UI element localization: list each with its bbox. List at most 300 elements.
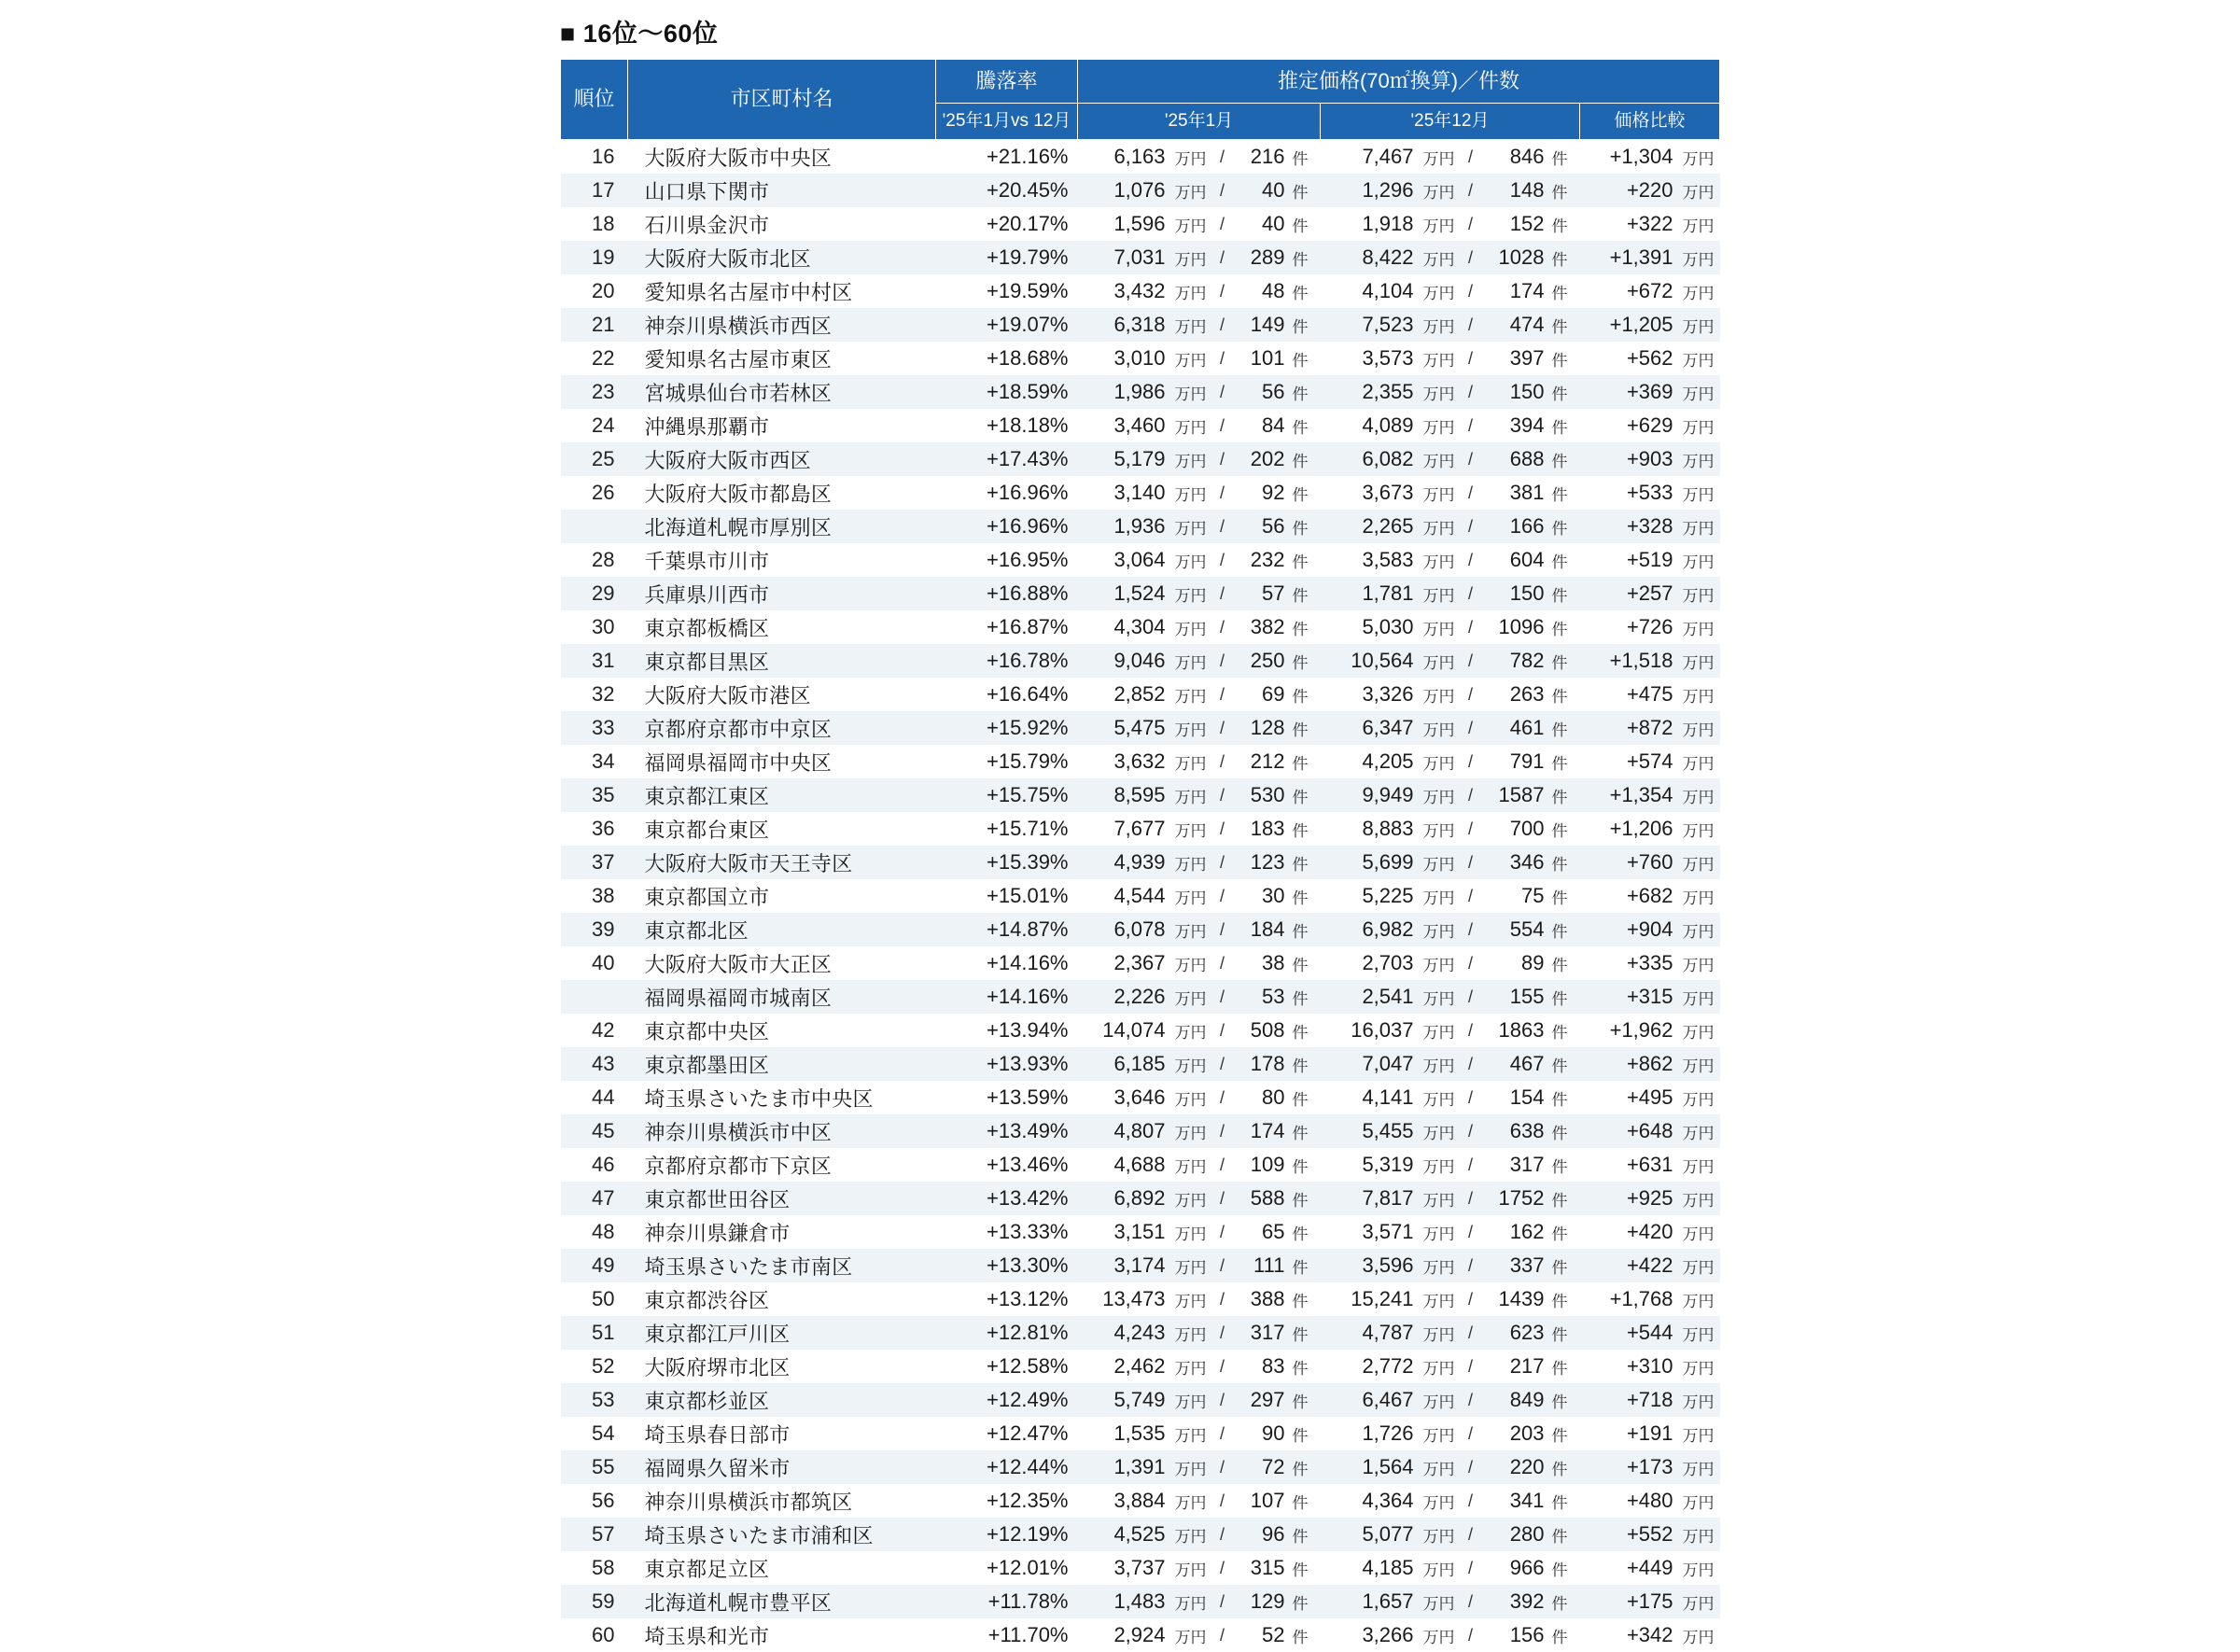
row-count-dec: 217 xyxy=(1481,1350,1548,1383)
row-separator: / xyxy=(1461,1249,1481,1282)
row-price-dec: 3,583 xyxy=(1321,543,1418,577)
row-count-dec: 150 xyxy=(1481,375,1548,409)
row-count-dec-unit: 件 xyxy=(1548,308,1580,342)
row-rank: 38 xyxy=(561,879,628,913)
row-count-dec-unit: 件 xyxy=(1548,1585,1580,1618)
row-rate: +13.12% xyxy=(936,1282,1078,1316)
row-price-jan: 3,140 xyxy=(1078,476,1169,510)
row-count-jan: 38 xyxy=(1233,946,1289,980)
row-count-dec-unit: 件 xyxy=(1548,1114,1580,1148)
row-price-dec: 3,326 xyxy=(1321,678,1418,711)
row-price-dec: 5,319 xyxy=(1321,1148,1418,1182)
row-count-dec: 174 xyxy=(1481,274,1548,308)
row-separator: / xyxy=(1461,409,1481,442)
row-price-jan-unit: 万円 xyxy=(1169,543,1212,577)
row-count-jan-unit: 件 xyxy=(1289,510,1321,543)
row-count-dec-unit: 件 xyxy=(1548,745,1580,778)
row-city: 東京都目黒区 xyxy=(628,644,936,678)
table-row xyxy=(561,409,1720,442)
row-price-jan: 1,483 xyxy=(1078,1585,1169,1618)
row-count-jan-unit: 件 xyxy=(1289,174,1321,207)
row-rank: 21 xyxy=(561,308,628,342)
row-count-jan-unit: 件 xyxy=(1289,140,1321,175)
row-separator: / xyxy=(1461,913,1481,946)
row-count-jan-unit: 件 xyxy=(1289,308,1321,342)
row-count-dec: 166 xyxy=(1481,510,1548,543)
row-price-jan-unit: 万円 xyxy=(1169,1316,1212,1350)
row-count-jan: 52 xyxy=(1233,1618,1289,1652)
row-rate: +14.16% xyxy=(936,946,1078,980)
row-price-jan: 1,936 xyxy=(1078,510,1169,543)
row-count-jan: 317 xyxy=(1233,1316,1289,1350)
row-count-jan-unit: 件 xyxy=(1289,1215,1321,1249)
row-city: 大阪府大阪市中央区 xyxy=(628,140,936,175)
row-count-dec: 397 xyxy=(1481,342,1548,375)
row-rank: 33 xyxy=(561,711,628,745)
row-price-dec: 7,047 xyxy=(1321,1047,1418,1081)
row-price-compare: +925 xyxy=(1580,1182,1677,1215)
table-row xyxy=(561,1249,1720,1282)
row-price-compare-unit: 万円 xyxy=(1677,678,1720,711)
row-price-dec: 1,657 xyxy=(1321,1585,1418,1618)
row-rank: 26 xyxy=(561,476,628,510)
row-rate: +12.47% xyxy=(936,1417,1078,1450)
row-separator: / xyxy=(1212,644,1233,678)
row-price-compare: +369 xyxy=(1580,375,1677,409)
row-count-dec-unit: 件 xyxy=(1548,1618,1580,1652)
row-price-compare-unit: 万円 xyxy=(1677,812,1720,846)
row-price-dec: 5,030 xyxy=(1321,610,1418,644)
row-count-dec-unit: 件 xyxy=(1548,1484,1580,1518)
header-rank: 順位 xyxy=(561,60,628,140)
row-separator: / xyxy=(1212,846,1233,879)
row-rate: +13.94% xyxy=(936,1014,1078,1047)
row-count-dec: 155 xyxy=(1481,980,1548,1014)
row-count-dec-unit: 件 xyxy=(1548,1047,1580,1081)
row-separator: / xyxy=(1461,812,1481,846)
row-separator: / xyxy=(1212,510,1233,543)
row-count-jan: 109 xyxy=(1233,1148,1289,1182)
row-separator: / xyxy=(1212,946,1233,980)
row-price-jan: 7,677 xyxy=(1078,812,1169,846)
row-separator: / xyxy=(1212,913,1233,946)
row-price-compare: +220 xyxy=(1580,174,1677,207)
row-price-compare: +726 xyxy=(1580,610,1677,644)
row-count-dec: 1587 xyxy=(1481,778,1548,812)
row-city: 大阪府大阪市北区 xyxy=(628,241,936,274)
row-price-compare-unit: 万円 xyxy=(1677,711,1720,745)
row-price-jan-unit: 万円 xyxy=(1169,476,1212,510)
row-price-jan: 2,226 xyxy=(1078,980,1169,1014)
row-count-jan-unit: 件 xyxy=(1289,1081,1321,1114)
row-price-dec-unit: 万円 xyxy=(1418,1014,1461,1047)
row-price-dec-unit: 万円 xyxy=(1418,174,1461,207)
row-price-dec: 7,817 xyxy=(1321,1182,1418,1215)
row-separator: / xyxy=(1461,308,1481,342)
row-separator: / xyxy=(1461,1383,1481,1417)
row-rate: +16.95% xyxy=(936,543,1078,577)
row-price-dec: 6,347 xyxy=(1321,711,1418,745)
row-price-dec-unit: 万円 xyxy=(1418,1081,1461,1114)
row-separator: / xyxy=(1461,1484,1481,1518)
row-price-compare: +420 xyxy=(1580,1215,1677,1249)
table-row xyxy=(561,207,1720,241)
row-price-jan: 3,632 xyxy=(1078,745,1169,778)
row-price-jan: 3,432 xyxy=(1078,274,1169,308)
ranking-table xyxy=(560,59,1720,1652)
table-row xyxy=(561,1551,1720,1585)
row-price-dec: 10,564 xyxy=(1321,644,1418,678)
row-price-dec-unit: 万円 xyxy=(1418,1282,1461,1316)
row-price-jan: 1,391 xyxy=(1078,1450,1169,1484)
row-city: 埼玉県さいたま市中央区 xyxy=(628,1081,936,1114)
row-count-dec-unit: 件 xyxy=(1548,1417,1580,1450)
row-count-jan: 56 xyxy=(1233,375,1289,409)
row-price-compare: +872 xyxy=(1580,711,1677,745)
row-separator: / xyxy=(1461,644,1481,678)
row-count-jan: 96 xyxy=(1233,1518,1289,1551)
row-count-dec-unit: 件 xyxy=(1548,1081,1580,1114)
row-price-compare: +1,768 xyxy=(1580,1282,1677,1316)
row-separator: / xyxy=(1212,711,1233,745)
row-price-jan-unit: 万円 xyxy=(1169,1148,1212,1182)
row-price-dec-unit: 万円 xyxy=(1418,846,1461,879)
row-city: 京都府京都市下京区 xyxy=(628,1148,936,1182)
row-city: 神奈川県横浜市中区 xyxy=(628,1114,936,1148)
row-price-dec-unit: 万円 xyxy=(1418,1148,1461,1182)
row-price-jan-unit: 万円 xyxy=(1169,1282,1212,1316)
row-price-compare-unit: 万円 xyxy=(1677,1249,1720,1282)
row-count-dec-unit: 件 xyxy=(1548,140,1580,175)
table-row xyxy=(561,476,1720,510)
table-row xyxy=(561,274,1720,308)
header-price-group: 推定価格(70㎡換算)／件数 xyxy=(1078,60,1720,104)
row-price-jan-unit: 万円 xyxy=(1169,577,1212,610)
row-rate: +14.16% xyxy=(936,980,1078,1014)
row-count-dec-unit: 件 xyxy=(1548,1316,1580,1350)
row-rank: 22 xyxy=(561,342,628,375)
row-price-dec: 2,355 xyxy=(1321,375,1418,409)
row-separator: / xyxy=(1461,476,1481,510)
row-separator: / xyxy=(1212,980,1233,1014)
row-price-dec-unit: 万円 xyxy=(1418,241,1461,274)
row-price-jan-unit: 万円 xyxy=(1169,308,1212,342)
row-separator: / xyxy=(1461,543,1481,577)
row-count-dec: 150 xyxy=(1481,577,1548,610)
row-count-dec: 1439 xyxy=(1481,1282,1548,1316)
row-count-jan: 178 xyxy=(1233,1047,1289,1081)
row-price-compare: +1,518 xyxy=(1580,644,1677,678)
row-price-dec-unit: 万円 xyxy=(1418,140,1461,175)
row-separator: / xyxy=(1212,1148,1233,1182)
row-rank: 37 xyxy=(561,846,628,879)
row-city: 東京都北区 xyxy=(628,913,936,946)
row-count-jan-unit: 件 xyxy=(1289,375,1321,409)
row-count-jan-unit: 件 xyxy=(1289,1182,1321,1215)
row-rank: 34 xyxy=(561,745,628,778)
row-price-dec: 6,467 xyxy=(1321,1383,1418,1417)
row-rate: +12.81% xyxy=(936,1316,1078,1350)
row-price-compare-unit: 万円 xyxy=(1677,1081,1720,1114)
row-rate: +12.35% xyxy=(936,1484,1078,1518)
row-city: 埼玉県和光市 xyxy=(628,1618,936,1652)
row-count-dec: 317 xyxy=(1481,1148,1548,1182)
row-price-compare: +760 xyxy=(1580,846,1677,879)
row-count-dec-unit: 件 xyxy=(1548,1215,1580,1249)
row-price-dec: 1,918 xyxy=(1321,207,1418,241)
row-rate: +19.07% xyxy=(936,308,1078,342)
row-count-jan: 128 xyxy=(1233,711,1289,745)
row-price-compare-unit: 万円 xyxy=(1677,879,1720,913)
row-price-compare-unit: 万円 xyxy=(1677,510,1720,543)
row-price-jan-unit: 万円 xyxy=(1169,375,1212,409)
row-price-jan-unit: 万円 xyxy=(1169,1182,1212,1215)
row-price-dec-unit: 万円 xyxy=(1418,610,1461,644)
row-separator: / xyxy=(1212,442,1233,476)
row-count-dec: 341 xyxy=(1481,1484,1548,1518)
table-row xyxy=(561,1518,1720,1551)
row-price-compare-unit: 万円 xyxy=(1677,846,1720,879)
row-city: 東京都台東区 xyxy=(628,812,936,846)
row-rate: +15.79% xyxy=(936,745,1078,778)
row-separator: / xyxy=(1212,1350,1233,1383)
row-price-jan: 4,544 xyxy=(1078,879,1169,913)
row-price-dec-unit: 万円 xyxy=(1418,980,1461,1014)
row-count-dec: 638 xyxy=(1481,1114,1548,1148)
row-rate: +15.92% xyxy=(936,711,1078,745)
row-rank: 24 xyxy=(561,409,628,442)
header-rate: 騰落率 xyxy=(936,60,1078,104)
row-rank: 51 xyxy=(561,1316,628,1350)
row-count-dec: 1096 xyxy=(1481,610,1548,644)
row-count-jan: 174 xyxy=(1233,1114,1289,1148)
row-price-dec-unit: 万円 xyxy=(1418,711,1461,745)
row-price-dec-unit: 万円 xyxy=(1418,1585,1461,1618)
row-price-dec: 4,364 xyxy=(1321,1484,1418,1518)
row-count-jan-unit: 件 xyxy=(1289,442,1321,476)
row-price-dec: 3,571 xyxy=(1321,1215,1418,1249)
row-price-compare: +862 xyxy=(1580,1047,1677,1081)
row-city: 埼玉県さいたま市南区 xyxy=(628,1249,936,1282)
row-count-dec-unit: 件 xyxy=(1548,1182,1580,1215)
row-separator: / xyxy=(1461,1282,1481,1316)
row-separator: / xyxy=(1212,745,1233,778)
table-row xyxy=(561,1215,1720,1249)
row-separator: / xyxy=(1212,1047,1233,1081)
row-count-dec: 554 xyxy=(1481,913,1548,946)
row-rate: +15.75% xyxy=(936,778,1078,812)
table-row xyxy=(561,1484,1720,1518)
row-price-compare: +1,206 xyxy=(1580,812,1677,846)
row-count-jan: 80 xyxy=(1233,1081,1289,1114)
row-separator: / xyxy=(1461,1417,1481,1450)
row-separator: / xyxy=(1212,1417,1233,1450)
row-price-compare-unit: 万円 xyxy=(1677,1551,1720,1585)
row-price-jan-unit: 万円 xyxy=(1169,1249,1212,1282)
row-count-jan: 508 xyxy=(1233,1014,1289,1047)
row-rank: 28 xyxy=(561,543,628,577)
row-city: 福岡県福岡市城南区 xyxy=(628,980,936,1014)
row-count-jan: 111 xyxy=(1233,1249,1289,1282)
row-price-jan: 6,892 xyxy=(1078,1182,1169,1215)
row-price-jan-unit: 万円 xyxy=(1169,879,1212,913)
row-price-dec: 8,422 xyxy=(1321,241,1418,274)
row-price-compare: +1,391 xyxy=(1580,241,1677,274)
row-city: 東京都板橋区 xyxy=(628,610,936,644)
row-price-dec: 5,225 xyxy=(1321,879,1418,913)
row-price-jan-unit: 万円 xyxy=(1169,174,1212,207)
row-price-compare: +328 xyxy=(1580,510,1677,543)
row-rate: +19.59% xyxy=(936,274,1078,308)
row-separator: / xyxy=(1461,577,1481,610)
row-price-jan: 1,986 xyxy=(1078,375,1169,409)
row-rate: +13.93% xyxy=(936,1047,1078,1081)
row-price-dec: 5,455 xyxy=(1321,1114,1418,1148)
row-separator: / xyxy=(1212,342,1233,375)
row-separator: / xyxy=(1461,1350,1481,1383)
row-rank: 35 xyxy=(561,778,628,812)
table-row xyxy=(561,812,1720,846)
row-price-jan: 8,595 xyxy=(1078,778,1169,812)
row-price-dec-unit: 万円 xyxy=(1418,644,1461,678)
row-price-jan: 4,304 xyxy=(1078,610,1169,644)
row-count-jan-unit: 件 xyxy=(1289,711,1321,745)
row-count-dec-unit: 件 xyxy=(1548,543,1580,577)
row-price-jan-unit: 万円 xyxy=(1169,644,1212,678)
row-price-compare: +718 xyxy=(1580,1383,1677,1417)
row-price-compare-unit: 万円 xyxy=(1677,308,1720,342)
row-price-dec-unit: 万円 xyxy=(1418,778,1461,812)
row-rate: +17.43% xyxy=(936,442,1078,476)
row-city: 宮城県仙台市若林区 xyxy=(628,375,936,409)
row-price-dec: 1,726 xyxy=(1321,1417,1418,1450)
row-city: 山口県下関市 xyxy=(628,174,936,207)
row-price-compare-unit: 万円 xyxy=(1677,1518,1720,1551)
row-price-compare: +574 xyxy=(1580,745,1677,778)
row-rate: +12.19% xyxy=(936,1518,1078,1551)
row-count-jan: 149 xyxy=(1233,308,1289,342)
row-price-dec: 8,883 xyxy=(1321,812,1418,846)
row-count-dec-unit: 件 xyxy=(1548,1148,1580,1182)
row-price-dec-unit: 万円 xyxy=(1418,812,1461,846)
row-separator: / xyxy=(1461,1316,1481,1350)
row-price-compare: +672 xyxy=(1580,274,1677,308)
row-price-dec: 15,241 xyxy=(1321,1282,1418,1316)
row-city: 東京都中央区 xyxy=(628,1014,936,1047)
row-separator: / xyxy=(1212,879,1233,913)
row-count-jan: 588 xyxy=(1233,1182,1289,1215)
header-price-compare: 価格比較 xyxy=(1580,104,1720,140)
row-separator: / xyxy=(1461,678,1481,711)
row-rank: 58 xyxy=(561,1551,628,1585)
row-count-dec-unit: 件 xyxy=(1548,778,1580,812)
row-count-jan: 92 xyxy=(1233,476,1289,510)
page-title: ■ 16位～60位 xyxy=(560,13,2240,49)
row-rate: +18.59% xyxy=(936,375,1078,409)
row-price-compare-unit: 万円 xyxy=(1677,1047,1720,1081)
row-count-jan: 250 xyxy=(1233,644,1289,678)
row-price-compare: +173 xyxy=(1580,1450,1677,1484)
row-price-jan-unit: 万円 xyxy=(1169,980,1212,1014)
row-price-compare: +480 xyxy=(1580,1484,1677,1518)
row-rank: 39 xyxy=(561,913,628,946)
row-price-compare: +257 xyxy=(1580,577,1677,610)
row-count-dec: 89 xyxy=(1481,946,1548,980)
row-rate: +13.42% xyxy=(936,1182,1078,1215)
row-price-jan-unit: 万円 xyxy=(1169,140,1212,175)
table-row xyxy=(561,1182,1720,1215)
row-price-dec: 2,772 xyxy=(1321,1350,1418,1383)
row-price-jan-unit: 万円 xyxy=(1169,1450,1212,1484)
row-rate: +13.30% xyxy=(936,1249,1078,1282)
row-count-dec: 156 xyxy=(1481,1618,1548,1652)
row-price-jan-unit: 万円 xyxy=(1169,1081,1212,1114)
row-separator: / xyxy=(1212,1316,1233,1350)
row-price-jan-unit: 万円 xyxy=(1169,1047,1212,1081)
table-row xyxy=(561,711,1720,745)
row-rank: 42 xyxy=(561,1014,628,1047)
row-separator: / xyxy=(1212,1551,1233,1585)
row-price-dec-unit: 万円 xyxy=(1418,342,1461,375)
row-price-compare-unit: 万円 xyxy=(1677,409,1720,442)
row-rate: +16.64% xyxy=(936,678,1078,711)
row-city: 東京都江戸川区 xyxy=(628,1316,936,1350)
row-price-dec-unit: 万円 xyxy=(1418,1551,1461,1585)
row-price-compare-unit: 万円 xyxy=(1677,1618,1720,1652)
row-separator: / xyxy=(1461,1585,1481,1618)
row-city: 千葉県市川市 xyxy=(628,543,936,577)
row-price-jan-unit: 万円 xyxy=(1169,711,1212,745)
row-rate: +21.16% xyxy=(936,140,1078,175)
row-price-jan: 2,367 xyxy=(1078,946,1169,980)
row-price-dec: 5,699 xyxy=(1321,846,1418,879)
row-price-compare-unit: 万円 xyxy=(1677,207,1720,241)
table-row xyxy=(561,308,1720,342)
row-separator: / xyxy=(1212,610,1233,644)
row-price-dec: 3,673 xyxy=(1321,476,1418,510)
row-rate: +13.33% xyxy=(936,1215,1078,1249)
table-row xyxy=(561,543,1720,577)
row-separator: / xyxy=(1212,1114,1233,1148)
row-count-jan-unit: 件 xyxy=(1289,812,1321,846)
row-price-jan-unit: 万円 xyxy=(1169,846,1212,879)
row-separator: / xyxy=(1461,879,1481,913)
row-rank: 55 xyxy=(561,1450,628,1484)
row-count-jan-unit: 件 xyxy=(1289,1350,1321,1383)
row-price-compare: +903 xyxy=(1580,442,1677,476)
row-count-jan-unit: 件 xyxy=(1289,409,1321,442)
row-count-jan-unit: 件 xyxy=(1289,946,1321,980)
row-separator: / xyxy=(1212,1383,1233,1417)
row-rate: +12.49% xyxy=(936,1383,1078,1417)
table-row xyxy=(561,342,1720,375)
row-rate: +15.39% xyxy=(936,846,1078,879)
row-price-jan: 1,524 xyxy=(1078,577,1169,610)
row-count-jan: 56 xyxy=(1233,510,1289,543)
row-city: 大阪府大阪市都島区 xyxy=(628,476,936,510)
table-row xyxy=(561,610,1720,644)
row-rate: +16.88% xyxy=(936,577,1078,610)
table-row xyxy=(561,1585,1720,1618)
table-row xyxy=(561,778,1720,812)
row-rank: 59 xyxy=(561,1585,628,1618)
table-row xyxy=(561,745,1720,778)
row-city: 神奈川県横浜市西区 xyxy=(628,308,936,342)
row-price-jan-unit: 万円 xyxy=(1169,342,1212,375)
row-count-dec-unit: 件 xyxy=(1548,879,1580,913)
row-count-dec-unit: 件 xyxy=(1548,711,1580,745)
row-price-compare-unit: 万円 xyxy=(1677,442,1720,476)
